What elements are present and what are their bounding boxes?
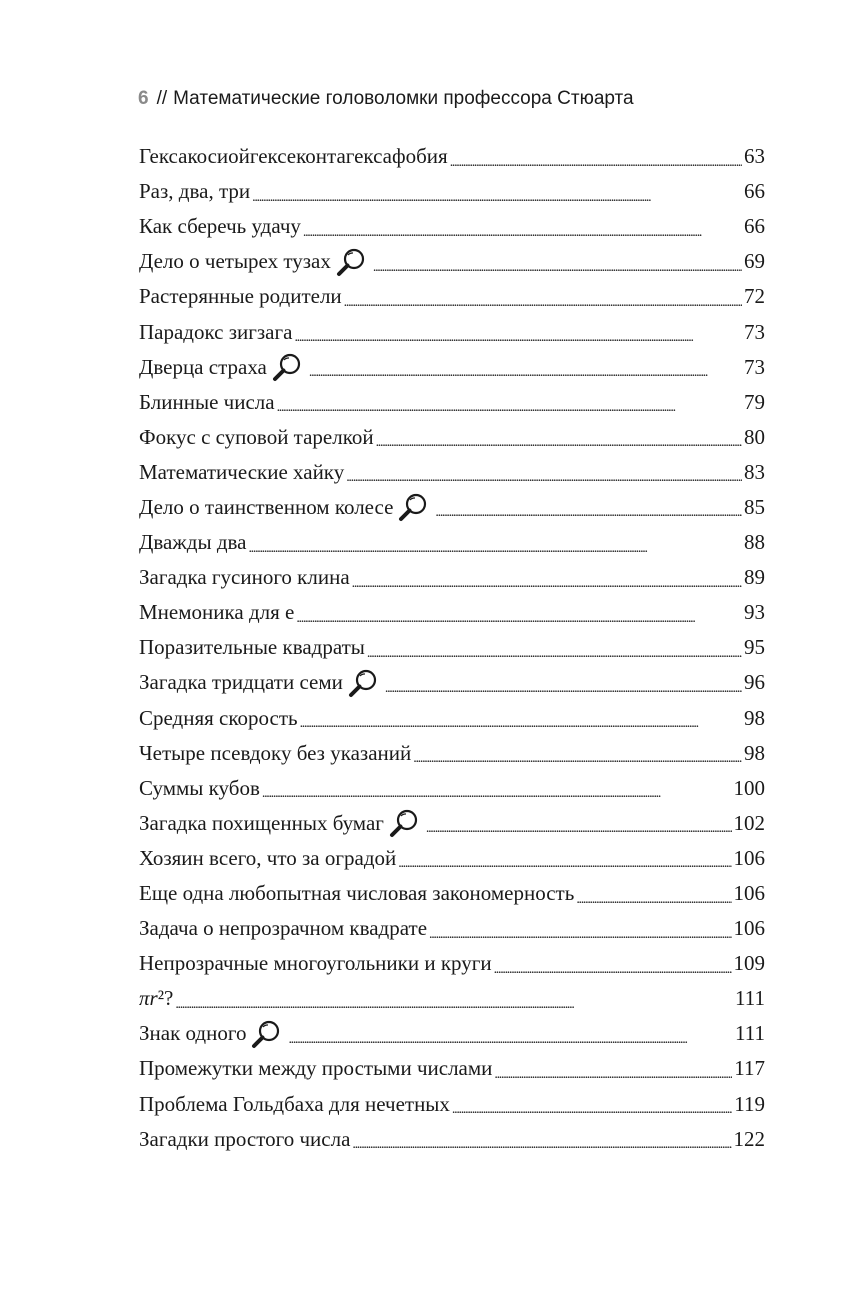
book-title: Математические головоломки профессора Стюарта — [173, 88, 634, 109]
toc-entry[interactable] — [139, 244, 765, 279]
toc-entry[interactable] — [139, 771, 765, 806]
dot-leader — [288, 1024, 733, 1048]
toc-entry-title: Загадка тридцати семи — [139, 670, 343, 695]
dot-leader — [373, 252, 742, 276]
toc-entry-title: Гексакосиойгексеконтагексафобия — [139, 144, 448, 169]
dot-leader — [300, 708, 742, 732]
toc-entry-title: Поразительные квадраты — [139, 635, 365, 660]
toc-entry-page: 122 — [733, 1126, 765, 1151]
toc-entry-title: Знак одного — [139, 1021, 247, 1046]
toc-entry[interactable] — [139, 385, 765, 420]
toc-entry-title: Суммы кубов — [139, 775, 260, 800]
toc-entry-page: 72 — [744, 284, 765, 309]
dot-leader — [277, 392, 742, 416]
toc-entry-title: Раз, два, три — [139, 179, 251, 204]
toc-entry-title: Растерянные родители — [139, 284, 342, 309]
toc-entry-page: 109 — [733, 951, 765, 976]
dot-leader — [494, 1059, 732, 1083]
toc-entry-page: 106 — [733, 845, 765, 870]
magnifying-glass-icon — [271, 352, 303, 382]
toc-entry[interactable] — [139, 1122, 765, 1157]
dot-leader — [175, 989, 733, 1013]
dot-leader — [352, 1129, 731, 1153]
dot-leader — [309, 357, 742, 381]
toc-entry[interactable] — [139, 560, 765, 595]
toc-entry-title: Задача о непрозрачном квадрате — [139, 916, 428, 941]
toc-entry-title: Дело о четырех тузах — [139, 249, 331, 274]
toc-entry-page: 98 — [744, 705, 765, 730]
toc-entry-title: Фокус с суповой тарелкой — [139, 424, 374, 449]
dot-leader — [296, 603, 742, 627]
toc-entry[interactable] — [139, 1016, 765, 1051]
toc-entry-page: 95 — [744, 635, 765, 660]
toc-entry-title: Непрозрачные многоугольники и круги — [139, 951, 492, 976]
toc-entry[interactable] — [139, 174, 765, 209]
toc-entry[interactable] — [139, 736, 765, 771]
toc-entry-title: Загадки простого числа — [139, 1126, 351, 1151]
toc-entry-title: Дверца страха — [139, 354, 267, 379]
dot-leader — [429, 919, 731, 943]
magnifying-glass-icon — [250, 1019, 282, 1049]
toc-entry[interactable] — [139, 1051, 765, 1086]
toc-entry[interactable] — [139, 314, 765, 349]
toc-entry[interactable] — [139, 911, 765, 946]
toc-entry-page: 85 — [744, 494, 765, 519]
dot-leader — [426, 813, 732, 837]
toc-entry[interactable] — [139, 1087, 765, 1122]
table-of-contents — [139, 139, 765, 1157]
page-number: 6 — [138, 88, 149, 109]
toc-entry-page: 111 — [735, 1021, 765, 1046]
magnifying-glass-icon — [397, 492, 429, 522]
toc-entry-page: 80 — [744, 424, 765, 449]
dot-leader — [450, 147, 742, 171]
dot-leader — [248, 533, 742, 557]
magnifying-glass-icon — [347, 668, 379, 698]
magnifying-glass-icon — [335, 247, 367, 277]
toc-entry[interactable] — [139, 490, 765, 525]
toc-entry-page: 96 — [744, 670, 765, 695]
toc-entry[interactable] — [139, 420, 765, 455]
toc-entry-page: 93 — [744, 600, 765, 625]
toc-entry-title: Мнемоника для е — [139, 600, 295, 625]
toc-entry-page: 98 — [744, 740, 765, 765]
toc-entry[interactable] — [139, 701, 765, 736]
dot-leader — [452, 1094, 732, 1118]
dot-leader — [385, 673, 742, 697]
toc-entry-title: Хозяин всего, что за оградой — [139, 845, 397, 870]
toc-entry[interactable] — [139, 279, 765, 314]
header-separator: // — [156, 88, 168, 109]
toc-entry-title: Проблема Гольдбаха для нечетных — [139, 1091, 450, 1116]
dot-leader — [367, 638, 742, 662]
toc-entry[interactable] — [139, 630, 765, 665]
toc-entry-page: 106 — [733, 916, 765, 941]
dot-leader — [262, 778, 732, 802]
toc-entry-title: Загадка похищенных бумаг — [139, 810, 384, 835]
magnifying-glass-icon — [388, 808, 420, 838]
toc-entry-title: Четыре псевдоку без указаний — [139, 740, 412, 765]
toc-entry-page: 89 — [744, 565, 765, 590]
toc-entry-page: 69 — [744, 249, 765, 274]
toc-entry-title: Блинные числа — [139, 389, 275, 414]
toc-entry-title: Математические хайку — [139, 459, 345, 484]
dot-leader — [294, 322, 742, 346]
toc-entry-page: 66 — [744, 179, 765, 204]
toc-entry-title: Загадка гусиного клина — [139, 565, 350, 590]
toc-entry[interactable] — [139, 350, 765, 385]
toc-entry-page: 73 — [744, 354, 765, 379]
dot-leader — [435, 497, 742, 521]
toc-entry-title: Промежутки между простыми числами — [139, 1056, 493, 1081]
dot-leader — [352, 568, 742, 592]
toc-entry-page: 63 — [744, 144, 765, 169]
toc-entry-page: 83 — [744, 459, 765, 484]
toc-entry-page: 102 — [733, 810, 765, 835]
toc-entry-page: 106 — [733, 881, 765, 906]
dot-leader — [344, 287, 742, 311]
toc-entry-page: 111 — [735, 986, 765, 1011]
toc-entry-title: Как сберечь удачу — [139, 214, 301, 239]
toc-entry[interactable] — [139, 595, 765, 630]
toc-entry-title: Дважды два — [139, 530, 247, 555]
toc-entry-title: Еще одна любопытная числовая закономерность — [139, 881, 575, 906]
toc-entry-title: Средняя скорость — [139, 705, 298, 730]
toc-entry[interactable] — [139, 525, 765, 560]
toc-entry[interactable] — [139, 455, 765, 490]
toc-entry[interactable] — [139, 806, 765, 841]
toc-entry-title: Парадокс зигзага — [139, 319, 293, 344]
toc-entry-page: 100 — [733, 775, 765, 800]
dot-leader — [252, 182, 742, 206]
toc-entry[interactable] — [139, 876, 765, 911]
dot-leader — [303, 217, 742, 241]
toc-entry[interactable] — [139, 209, 765, 244]
toc-entry[interactable] — [139, 981, 765, 1016]
toc-entry-title: πr²? — [139, 986, 174, 1011]
toc-entry[interactable] — [139, 946, 765, 981]
toc-entry-page: 66 — [744, 214, 765, 239]
dot-leader — [494, 954, 732, 978]
toc-entry-page: 117 — [734, 1056, 765, 1081]
toc-entry[interactable] — [139, 665, 765, 700]
dot-leader — [413, 743, 742, 767]
toc-entry-page: 119 — [734, 1091, 765, 1116]
toc-entry[interactable] — [139, 841, 765, 876]
toc-entry-title: Дело о таинственном колесе — [139, 494, 394, 519]
dot-leader — [398, 848, 731, 872]
toc-entry-page: 88 — [744, 530, 765, 555]
toc-entry[interactable] — [139, 139, 765, 174]
dot-leader — [346, 462, 742, 486]
dot-leader — [376, 427, 742, 451]
toc-entry-page: 79 — [744, 389, 765, 414]
toc-entry-page: 73 — [744, 319, 765, 344]
running-head — [138, 88, 634, 110]
dot-leader — [576, 884, 731, 908]
